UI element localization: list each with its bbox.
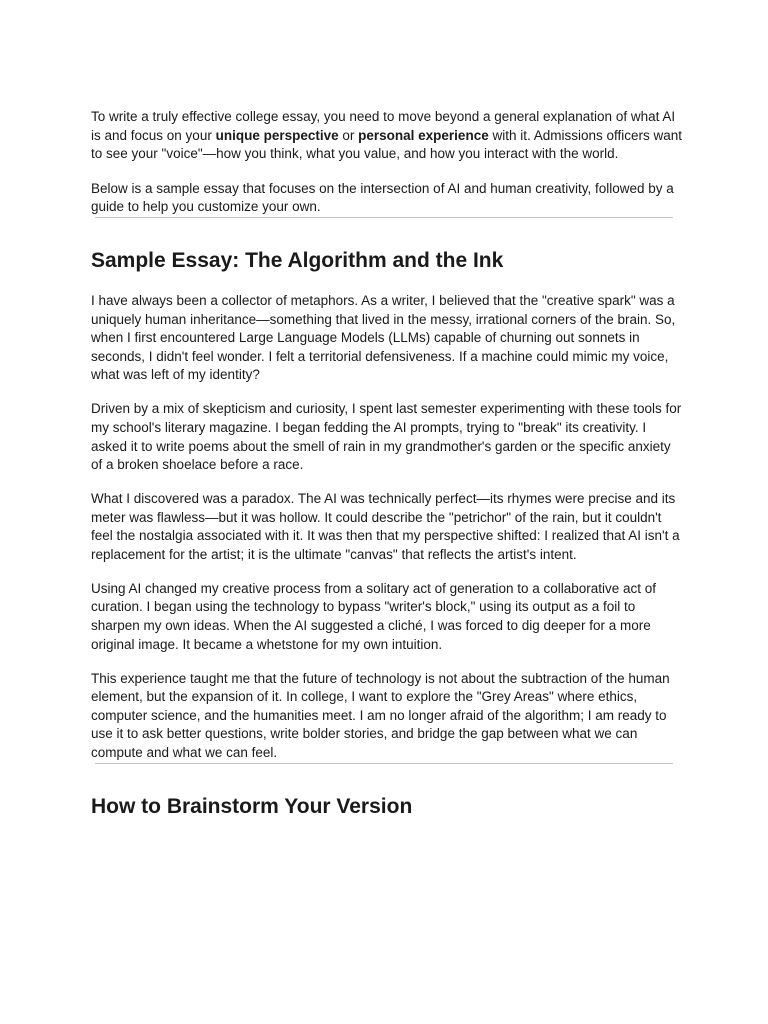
sample-essay [91,292,683,763]
essay-paragraph-1: I have always been a collector of metaphors. As a writer, I believed that the "creative spark" was a uniquely human inheritance—something that lived in the messy, irrational corners of the brain. So, when I first encountered Large Language Models (LLMs) capable of churning out sonnets in seconds, I didn't feel wonder. I felt a territorial defensiveness. If a machine could mimic my voice, what was left of my identity? [91,292,676,383]
essay-paragraph-3: What I discovered was a paradox. The AI was technically perfect—its rhymes were precise and its meter was flawless—but it was hollow. It could describe the "petrichor" of the rain, but it couldn't feel the nostalgia associated with it. It was then that my perspective shifted: I realized that AI isn't a replacement for the artist; it is the ultimate "canvas" that reflects the artist's intent. [91,491,680,562]
intro-text-3: with it. Admissions officers want to see your "voice"—how you think, what you value, and how you interact with the world. [91,127,683,162]
intro-paragraph-2: Below is a sample essay that focuses on the intersection of AI and human creativity, followed by a guide to help you customize your own. [91,180,674,215]
document-body [91,108,683,820]
intro-paragraph-1 [91,108,683,164]
essay-paragraph-2: Driven by a mix of skepticism and curiosity, I spent last semester experimenting with these tools for my school's literary magazine. I began fedding the AI prompts, trying to "break" its creativity. I asked it to write poems about the smell of rain in my grandmother's garden or the specific anxiety of a broken shoelace before a race. [91,401,682,473]
essay-paragraph-4: Using AI changed my creative process from a solitary act of generation to a collaborative act of curation. I began using the technology to bypass "writer's block," using its output as a foil to sharpen my own ideas. When the AI suggested a cliché, I was forced to dig deeper for a more original image. It became a whetstone for my own intuition. [91,580,657,652]
brainstorm-heading: How to Brainstorm Your Version [91,794,413,818]
intro-bold-unique-perspective: unique perspective [215,127,339,143]
intro-text-1: To write a truly effective college essay, you need to move beyond a general explanation of what AI is and focus on your [91,109,676,143]
essay-heading: Sample Essay: The Algorithm and the Ink [91,248,504,272]
intro-text-2: or [338,127,359,143]
section-divider [95,217,673,218]
section-divider [95,763,673,764]
essay-paragraph-5: This experience taught me that the future of technology is not about the subtraction of the human element, but the expansion of it. In college, I want to explore the "Grey Areas" where ethics, computer science, and the humanities meet. I am no longer afraid of the algorithm; I am ready to use it to ask better questions, write bolder stories, and bridge the gap between what we can compute and what we can feel. [91,670,670,760]
intro-bold-personal-experience: personal experience [358,127,489,143]
